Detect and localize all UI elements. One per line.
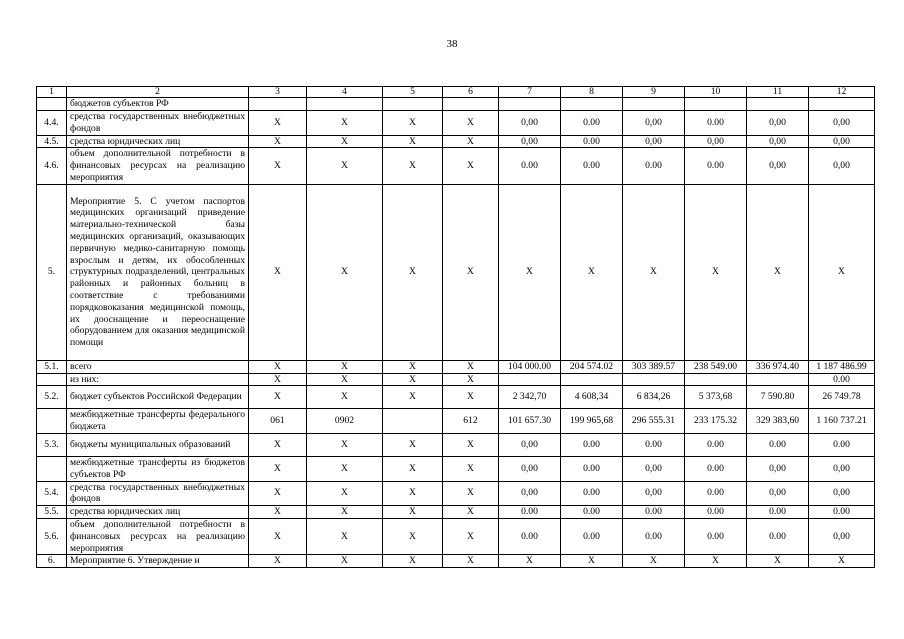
value-cell: 0902 — [307, 409, 383, 434]
value-cell: 4 608,34 — [561, 386, 623, 409]
value-cell: 0,00 — [747, 135, 809, 148]
value-cell — [307, 98, 383, 111]
value-cell: 0.00 — [747, 433, 809, 456]
table-row — [37, 148, 875, 184]
table-row — [37, 111, 875, 136]
table-row — [37, 98, 875, 111]
value-cell — [561, 98, 623, 111]
column-header: 8 — [561, 87, 623, 98]
value-cell: 0.00 — [809, 433, 875, 456]
value-cell — [499, 373, 561, 386]
value-cell: 0.00 — [499, 148, 561, 184]
value-cell: 0,00 — [747, 456, 809, 481]
value-cell: 238 549.00 — [685, 360, 747, 373]
value-cell — [443, 98, 499, 111]
row-number-cell — [37, 373, 67, 386]
value-cell: 0.00 — [623, 433, 685, 456]
value-cell: X — [443, 386, 499, 409]
value-cell: X — [443, 135, 499, 148]
value-cell: X — [307, 518, 383, 554]
value-cell: 104 000.00 — [499, 360, 561, 373]
description-cell: бюджетов субъектов РФ — [67, 98, 249, 111]
value-cell: 0,00 — [499, 481, 561, 506]
description-cell: бюджеты муниципальных образований — [67, 433, 249, 456]
table-row — [37, 481, 875, 506]
row-number-cell: 5.6. — [37, 518, 67, 554]
value-cell: X — [249, 506, 307, 519]
row-number-cell — [37, 409, 67, 434]
column-header: 12 — [809, 87, 875, 98]
value-cell: 0,00 — [499, 135, 561, 148]
value-cell: X — [383, 111, 443, 136]
value-cell — [623, 98, 685, 111]
value-cell: 0,00 — [499, 111, 561, 136]
value-cell: X — [307, 506, 383, 519]
financing-table — [36, 86, 875, 568]
description-cell: средства государственных внебюджетных фондов — [67, 481, 249, 506]
value-cell: 0.00 — [499, 506, 561, 519]
value-cell: 6 834,26 — [623, 386, 685, 409]
value-cell: X — [383, 373, 443, 386]
description-cell: средства юридических лиц — [67, 135, 249, 148]
value-cell: 0,00 — [809, 456, 875, 481]
value-cell: 0,00 — [623, 456, 685, 481]
header-row — [37, 87, 875, 98]
value-cell: X — [307, 184, 383, 360]
value-cell: 612 — [443, 409, 499, 434]
value-cell: 204 574.02 — [561, 360, 623, 373]
value-cell: X — [307, 360, 383, 373]
value-cell: 2 342,70 — [499, 386, 561, 409]
value-cell: X — [443, 184, 499, 360]
value-cell: X — [809, 555, 875, 568]
description-cell: межбюджетные трансферты федерального бюджета — [67, 409, 249, 434]
value-cell: X — [561, 184, 623, 360]
value-cell: X — [443, 111, 499, 136]
description-cell: средства государственных внебюджетных фондов — [67, 111, 249, 136]
value-cell: X — [383, 481, 443, 506]
value-cell — [809, 98, 875, 111]
description-cell: объем дополнительной потребности в финансовых ресурсах на реализацию мероприятия — [67, 518, 249, 554]
value-cell: X — [307, 373, 383, 386]
value-cell: 0,00 — [623, 135, 685, 148]
value-cell: X — [249, 135, 307, 148]
value-cell: 0,00 — [809, 518, 875, 554]
value-cell: 0.00 — [561, 135, 623, 148]
value-cell: 0,00 — [747, 481, 809, 506]
row-number-cell: 5.5. — [37, 506, 67, 519]
value-cell: X — [249, 456, 307, 481]
value-cell: 0.00 — [685, 506, 747, 519]
value-cell: X — [443, 481, 499, 506]
row-number-cell: 5. — [37, 184, 67, 360]
value-cell: X — [249, 518, 307, 554]
value-cell: X — [383, 135, 443, 148]
row-number-cell: 5.2. — [37, 386, 67, 409]
value-cell: 0.00 — [685, 481, 747, 506]
value-cell: X — [249, 386, 307, 409]
value-cell: 336 974.40 — [747, 360, 809, 373]
value-cell: X — [307, 456, 383, 481]
description-cell: Мероприятие 5. С учетом паспортов медицинских организаций приведение материально-технической базы медицинских организаций, оказывающих первичную медико-санитарную помощь взрослым и детям, их обособленных структурных подразделений, центральных районных и районных больниц в соответствие с требованиями порядковоказания медицинской помощь, их дооснащение и переоснащение оборудованием для оказания медицинской помощи — [67, 184, 249, 360]
value-cell: X — [249, 481, 307, 506]
value-cell: 0,00 — [809, 135, 875, 148]
value-cell: X — [685, 555, 747, 568]
column-header: 6 — [443, 87, 499, 98]
value-cell: 0,00 — [809, 111, 875, 136]
value-cell: X — [443, 148, 499, 184]
value-cell: 0,00 — [499, 456, 561, 481]
value-cell: X — [383, 555, 443, 568]
value-cell — [623, 373, 685, 386]
value-cell: 0.00 — [561, 456, 623, 481]
value-cell: X — [307, 433, 383, 456]
value-cell: X — [499, 184, 561, 360]
value-cell — [747, 98, 809, 111]
table-row — [37, 433, 875, 456]
value-cell: 1 187 486.99 — [809, 360, 875, 373]
value-cell: 26 749.78 — [809, 386, 875, 409]
value-cell: X — [307, 148, 383, 184]
row-number-cell — [37, 456, 67, 481]
value-cell: 0,00 — [747, 111, 809, 136]
value-cell: X — [383, 456, 443, 481]
value-cell: 0.00 — [561, 506, 623, 519]
value-cell: X — [307, 386, 383, 409]
value-cell: 0.00 — [747, 518, 809, 554]
table-row — [37, 409, 875, 434]
table-row — [37, 555, 875, 568]
table-row — [37, 184, 875, 360]
row-number-cell: 6. — [37, 555, 67, 568]
value-cell: X — [307, 111, 383, 136]
value-cell: 0.00 — [685, 456, 747, 481]
table-row — [37, 386, 875, 409]
value-cell: X — [383, 360, 443, 373]
value-cell: 1 160 737.21 — [809, 409, 875, 434]
value-cell: 303 389.57 — [623, 360, 685, 373]
value-cell: 0,00 — [809, 148, 875, 184]
value-cell: X — [249, 111, 307, 136]
value-cell: X — [249, 148, 307, 184]
value-cell: X — [383, 506, 443, 519]
value-cell: X — [307, 135, 383, 148]
value-cell: X — [249, 373, 307, 386]
value-cell: 0.00 — [561, 148, 623, 184]
value-cell — [561, 373, 623, 386]
column-header: 2 — [67, 87, 249, 98]
column-header: 3 — [249, 87, 307, 98]
value-cell: 7 590.80 — [747, 386, 809, 409]
row-number-cell: 4.5. — [37, 135, 67, 148]
row-number-cell — [37, 98, 67, 111]
value-cell: 061 — [249, 409, 307, 434]
value-cell: 329 383,60 — [747, 409, 809, 434]
value-cell: X — [685, 184, 747, 360]
value-cell: 0.00 — [747, 506, 809, 519]
value-cell: 296 555.31 — [623, 409, 685, 434]
value-cell: X — [747, 555, 809, 568]
value-cell: X — [809, 184, 875, 360]
row-number-cell: 5.4. — [37, 481, 67, 506]
value-cell: X — [383, 148, 443, 184]
table-row — [37, 135, 875, 148]
value-cell: X — [443, 360, 499, 373]
description-cell: бюджет субъектов Российской Федерации — [67, 386, 249, 409]
value-cell: X — [383, 386, 443, 409]
value-cell: 0,00 — [623, 111, 685, 136]
value-cell: 0.00 — [685, 433, 747, 456]
value-cell: X — [383, 184, 443, 360]
value-cell — [685, 98, 747, 111]
value-cell: 0.00 — [809, 373, 875, 386]
value-cell: 0.00 — [685, 518, 747, 554]
value-cell: 0.00 — [685, 148, 747, 184]
description-cell: всего — [67, 360, 249, 373]
value-cell: X — [383, 433, 443, 456]
value-cell: 0,00 — [747, 148, 809, 184]
value-cell: 0,00 — [685, 135, 747, 148]
value-cell: 0.00 — [623, 148, 685, 184]
value-cell: 0.00 — [623, 518, 685, 554]
value-cell: 0.00 — [685, 111, 747, 136]
value-cell: 0.00 — [623, 506, 685, 519]
value-cell: 0.00 — [561, 111, 623, 136]
value-cell: X — [443, 433, 499, 456]
value-cell: 0,00 — [809, 481, 875, 506]
value-cell: X — [443, 506, 499, 519]
table-row — [37, 360, 875, 373]
value-cell: X — [249, 184, 307, 360]
description-cell: межбюджетные трансферты из бюджетов субъектов РФ — [67, 456, 249, 481]
value-cell: X — [443, 456, 499, 481]
value-cell — [685, 373, 747, 386]
value-cell: X — [623, 184, 685, 360]
column-header: 10 — [685, 87, 747, 98]
column-header: 7 — [499, 87, 561, 98]
table-row — [37, 456, 875, 481]
value-cell — [383, 98, 443, 111]
column-header: 1 — [37, 87, 67, 98]
value-cell: X — [307, 481, 383, 506]
value-cell: X — [561, 555, 623, 568]
column-header: 5 — [383, 87, 443, 98]
value-cell: 0.00 — [809, 506, 875, 519]
description-cell: из них: — [67, 373, 249, 386]
value-cell — [499, 98, 561, 111]
description-cell: средства юридических лиц — [67, 506, 249, 519]
value-cell: X — [307, 555, 383, 568]
value-cell — [383, 409, 443, 434]
value-cell: 5 373,68 — [685, 386, 747, 409]
value-cell: 0.00 — [561, 433, 623, 456]
value-cell: X — [249, 555, 307, 568]
table-row — [37, 518, 875, 554]
value-cell: 101 657.30 — [499, 409, 561, 434]
value-cell: X — [443, 373, 499, 386]
value-cell: X — [747, 184, 809, 360]
value-cell: 199 965,68 — [561, 409, 623, 434]
row-number-cell: 4.4. — [37, 111, 67, 136]
table-row — [37, 373, 875, 386]
table-row — [37, 506, 875, 519]
value-cell: X — [443, 518, 499, 554]
value-cell: 233 175.32 — [685, 409, 747, 434]
value-cell: 0.00 — [499, 518, 561, 554]
value-cell: 0,00 — [623, 481, 685, 506]
value-cell: 0,00 — [499, 433, 561, 456]
column-header: 11 — [747, 87, 809, 98]
description-cell: Мероприятие 6. Утверждение и — [67, 555, 249, 568]
value-cell — [747, 373, 809, 386]
value-cell: 0.00 — [561, 518, 623, 554]
row-number-cell: 4.6. — [37, 148, 67, 184]
value-cell: X — [623, 555, 685, 568]
description-cell: объем дополнительной потребности в финансовых ресурсах на реализацию мероприятия — [67, 148, 249, 184]
value-cell: X — [443, 555, 499, 568]
page-number: 38 — [446, 38, 458, 50]
value-cell: 0.00 — [561, 481, 623, 506]
value-cell: X — [499, 555, 561, 568]
value-cell: X — [249, 433, 307, 456]
column-header: 9 — [623, 87, 685, 98]
value-cell: X — [383, 518, 443, 554]
row-number-cell: 5.3. — [37, 433, 67, 456]
column-header: 4 — [307, 87, 383, 98]
row-number-cell: 5.1. — [37, 360, 67, 373]
value-cell — [249, 98, 307, 111]
value-cell: X — [249, 360, 307, 373]
